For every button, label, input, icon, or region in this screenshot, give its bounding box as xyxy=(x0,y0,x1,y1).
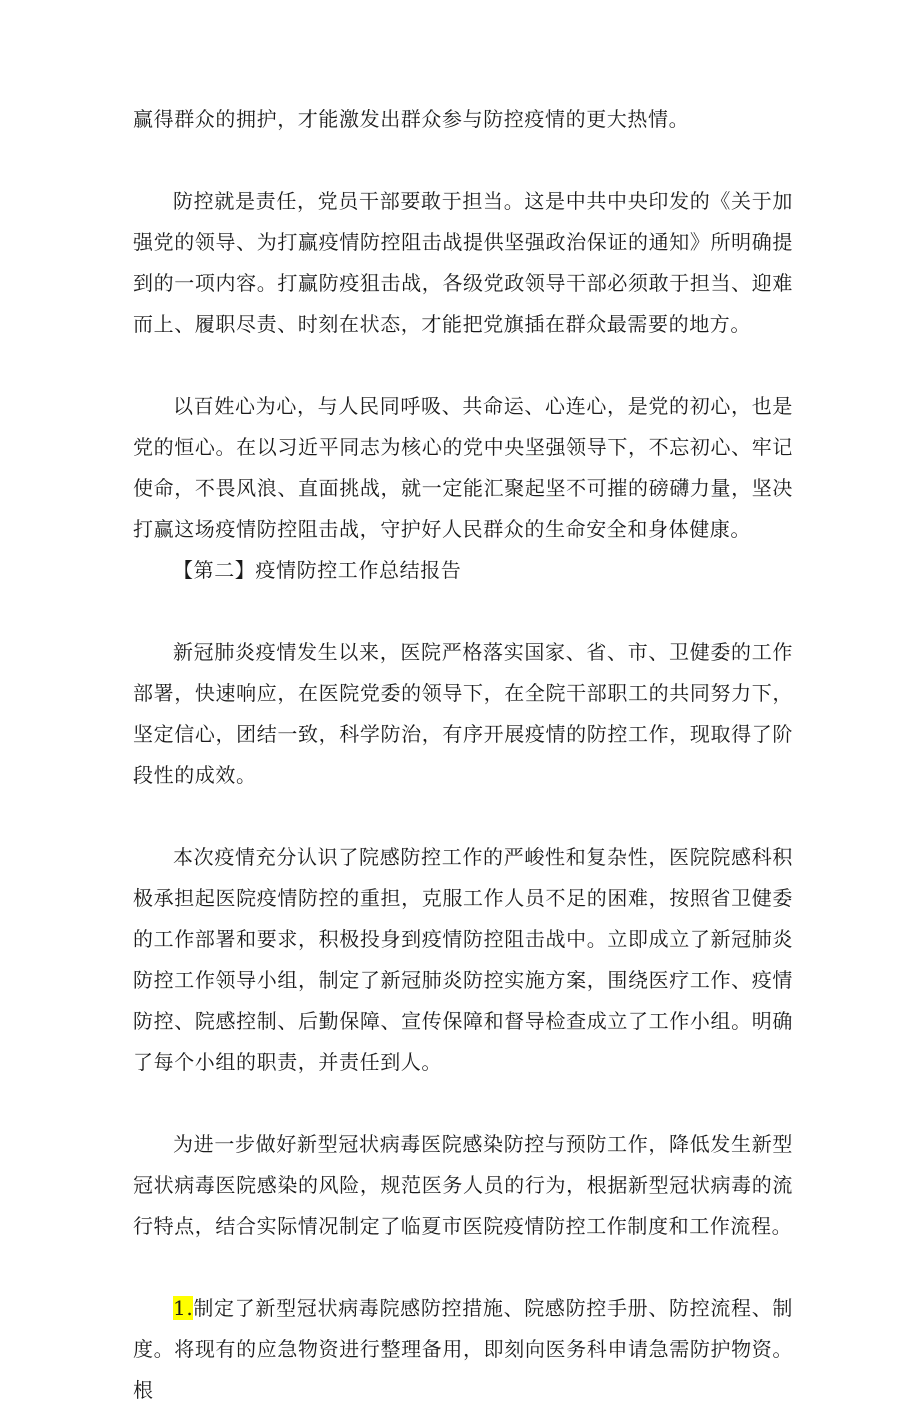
document-body xyxy=(133,99,793,1411)
paragraph-continued: 赢得群众的拥护，才能激发出群众参与防控疫情的更大热情。 xyxy=(133,107,690,131)
paragraph-original-aspiration: 以百姓心为心，与人民同呼吸、共命运、心连心，是党的初心，也是党的恒心。在以习近平同志为核心的党中央坚强领导下，不忘初心、牢记使命，不畏风浪、直面挑战，就一定能汇聚起坚不可摧的磅礴力量，坚决打赢这场疫情防控阻击战，守护好人民群众的生命安全和身体健康。 xyxy=(133,394,793,541)
paragraph-procedures: 为进一步做好新型冠状病毒医院感染防控与预防工作，降低发生新型冠状病毒医院感染的风险，规范医务人员的行为，根据新型冠状病毒的流行特点，结合实际情况制定了临夏市医院疫情防控工作制度和工作流程。 xyxy=(133,1132,793,1238)
list-item-measures xyxy=(133,1288,793,1411)
paragraph-responsibility: 防控就是责任，党员干部要敢于担当。这是中共中央印发的《关于加强党的领导、为打赢疫情防控阻击战提供坚强政治保证的通知》所明确提到的一项内容。打赢防疫狙击战，各级党政领导干部必须敢于担当、迎难而上、履职尽责、时刻在状态，才能把党旗插在群众最需要的地方。 xyxy=(133,189,793,336)
list-marker-highlighted: 1. xyxy=(173,1296,194,1320)
list-item-text: 制定了新型冠状病毒院感防控措施、院感防控手册、防控流程、制度。将现有的应急物资进行整理备用，即刻向医务科申请急需防护物资。根 xyxy=(133,1296,793,1402)
section-heading: 【第二】疫情防控工作总结报告 xyxy=(173,558,462,582)
paragraph-infection-control: 本次疫情充分认识了院感防控工作的严峻性和复杂性，医院院感科积极承担起医院疫情防控的重担，克服工作人员不足的困难，按照省卫健委的工作部署和要求，积极投身到疫情防控阻击战中。立即成立了新冠肺炎防控工作领导小组，制定了新冠肺炎防控实施方案，围绕医疗工作、疫情防控、院感控制、后勤保障、宣传保障和督导检查成立了工作小组。明确了每个小组的职责，并责任到人。 xyxy=(133,845,793,1074)
paragraph-outbreak-response: 新冠肺炎疫情发生以来，医院严格落实国家、省、市、卫健委的工作部署，快速响应，在医院党委的领导下，在全院干部职工的共同努力下，坚定信心，团结一致，科学防治，有序开展疫情的防控工作，现取得了阶段性的成效。 xyxy=(133,640,793,787)
